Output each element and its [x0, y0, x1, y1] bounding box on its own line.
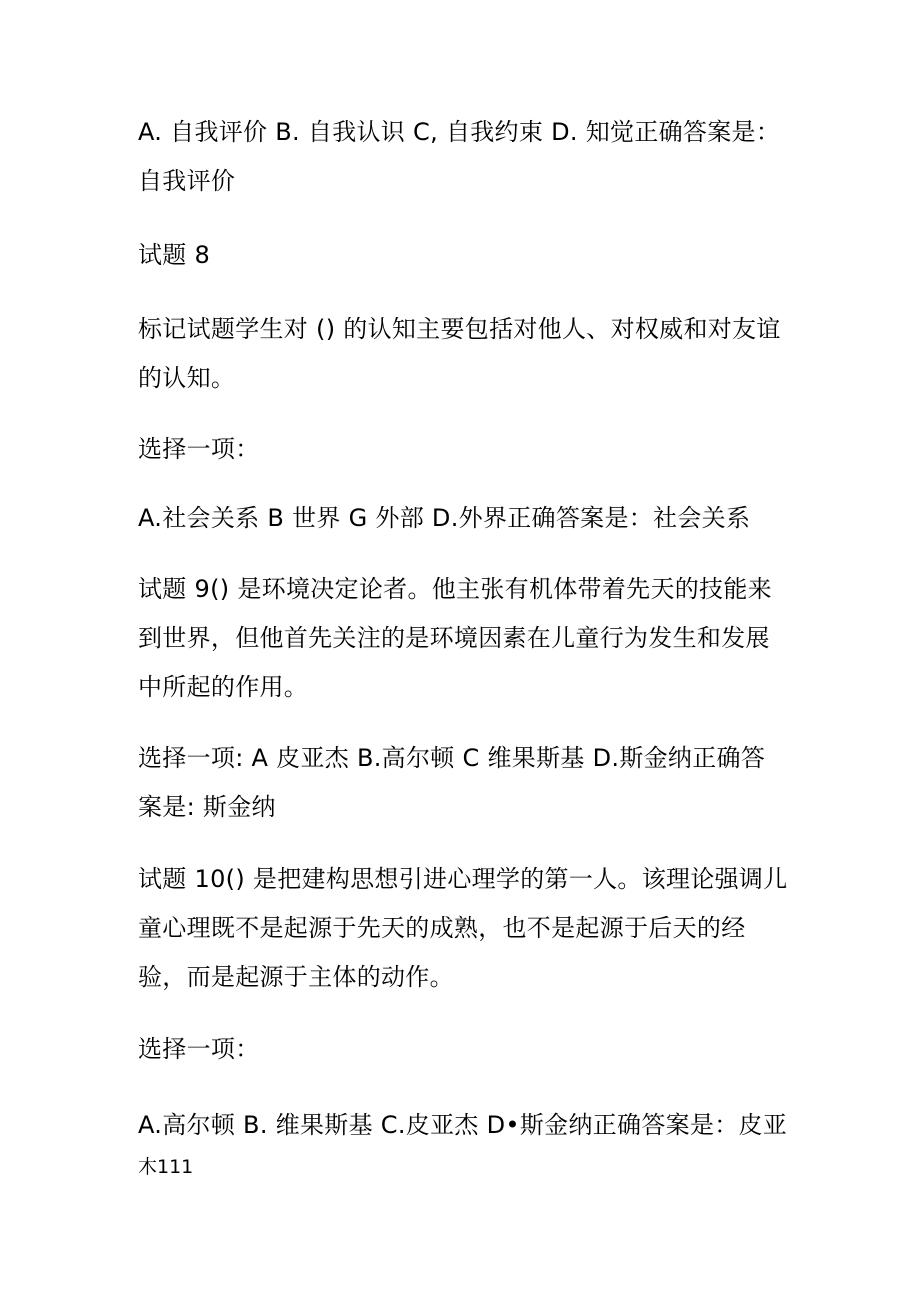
answer-paragraph-q10: A.高尔顿 B. 维果斯基 C.皮亚杰 D•斯金纳正确答案是：皮亚 — [138, 1111, 788, 1139]
question-heading-8: 试题 8 — [138, 241, 211, 269]
answer-paragraph-q9: 选择一项: A 皮亚杰 B.高尔顿 C 维果斯基 D.斯金纳正确答案是: 斯金纳 — [138, 744, 766, 821]
question-text-9: 试题 9() 是环境决定论者。他主张有机体带着先天的技能来到世界，但他首先关注的是环境因素在儿童行为发生和发展中所起的作用。 — [138, 575, 772, 701]
answer-paragraph-q8: A.社会关系 B 世界 G 外部 D.外界正确答案是：社会关系 — [138, 504, 751, 532]
question-text-10: 试题 10() 是把建构思想引进心理学的第一人。该理论强调儿童心理既不是起源于先天的成熟，也不是起源于后天的经验，而是起源于主体的动作。 — [138, 865, 788, 991]
question-text-8: 标记试题学生对 () 的认知主要包括对他人、对权威和对友谊的认知。 — [138, 315, 781, 392]
answer-paragraph-q7: A. 自我评价 B. 自我认识 C, 自我约束 D. 知觉正确答案是：自我评价 — [138, 118, 781, 195]
choose-one-label-8: 选择一项： — [138, 435, 260, 463]
trailing-text-fragment: 木111 — [138, 1156, 194, 1178]
choose-one-label-10: 选择一项： — [138, 1035, 260, 1063]
